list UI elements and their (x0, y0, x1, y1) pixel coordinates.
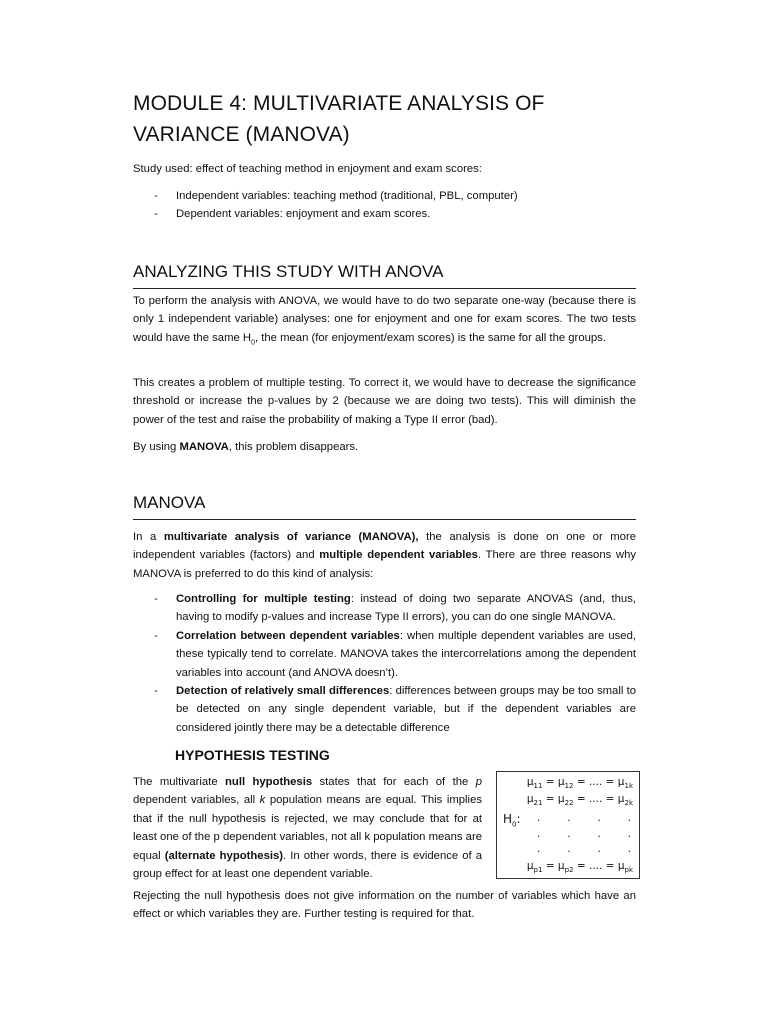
manova-paragraph: In a multivariate analysis of variance (MANOVA), the analysis is done on one or more independent variables (factors) and multiple dependent variables. There are three reasons why MANOVA is preferred to do this kind of analysis: (133, 531, 636, 580)
anova-paragraph-3: By using MANOVA, this problem disappears. (133, 441, 359, 453)
matrix-row-last: $\mu_{p1} = \mu_{p2}$ = .... = $\mu_{pk}$ (526, 860, 633, 875)
list-item: - Independent variables: teaching method (traditional, PBL, computer) (154, 190, 518, 202)
matrix-dots-row-3: . . . . (537, 843, 631, 855)
matrix-dots-row-2: . . . . (537, 828, 631, 840)
hypothesis-paragraph: The multivariate null hypothesis states that for each of the p dependent variables, all k population means are equal. This implies that if the null hypothesis is rejected, we may conclude that for at least one of the p dependent variables, not all k population means are equal (alternate hypothesis). In other words, there is evidence of a group effect for at least one dependent variable. (133, 776, 483, 881)
list-item: - Detection of relatively small differences: differences between groups may be too small to be detected on any single dependent variable, but if the dependent variables are considered jointly there may be a detectable difference (154, 685, 637, 734)
matrix-row-1: $\mu_{11} = \mu_{12}$ = .... = $\mu_{1k}$ (526, 776, 633, 791)
list-item: - Dependent variables: enjoyment and exam scores. (154, 208, 431, 221)
subsection-heading-hypothesis: HYPOTHESIS TESTING (175, 747, 330, 763)
matrix-row-2: $\mu_{21} = \mu_{22}$ = .... = $\mu_{2k}$ (526, 793, 633, 808)
hypothesis-closing-paragraph: Rejecting the null hypothesis does not give information on the number of variables which have an effect or which variables they are. Further testing is required for that. (133, 890, 636, 921)
anova-paragraph-1: To perform the analysis with ANOVA, we would have to do two separate one-way (because there is only 1 independent variable) analyses: one for enjoyment and one for exam scores. The two tests would have the same $H_0$, the mean (for enjoyment/exam scores) is the same for all the groups. (133, 295, 636, 347)
list-item: - Correlation between dependent variables: when multiple dependent variables are used, these typically tend to correlate. MANOVA takes the intercorrelations among the dependent variables into account (and ANOVA doesn’t). (154, 629, 636, 679)
intro-bullet-list (133, 187, 636, 224)
anova-paragraph-2: This creates a problem of multiple testing. To correct it, we would have to decrease the significance threshold or increase the p-values by 2 (because we are doing two tests). This will diminish the power of the test and raise the probability of making a Type II error (bad). (133, 377, 636, 426)
matrix-dots-row-1: . . . . (537, 812, 631, 824)
manova-reasons-list (133, 590, 636, 737)
h0-label: $H_0$: (503, 812, 521, 829)
page-title: MODULE 4: MULTIVARIATE ANALYSIS OF VARIANCE (MANOVA) (133, 92, 545, 146)
section-heading-manova: MANOVA (133, 492, 636, 520)
null-hypothesis-matrix (496, 771, 640, 879)
list-item: - Controlling for multiple testing: instead of doing two separate ANOVAS (and, thus, having to modify p-values and increase Type II errors), you can do one single MANOVA. (154, 593, 636, 624)
section-heading-anova: ANALYZING THIS STUDY WITH ANOVA (133, 261, 636, 289)
study-used-line: Study used: effect of teaching method in enjoyment and exam scores: (133, 163, 482, 175)
